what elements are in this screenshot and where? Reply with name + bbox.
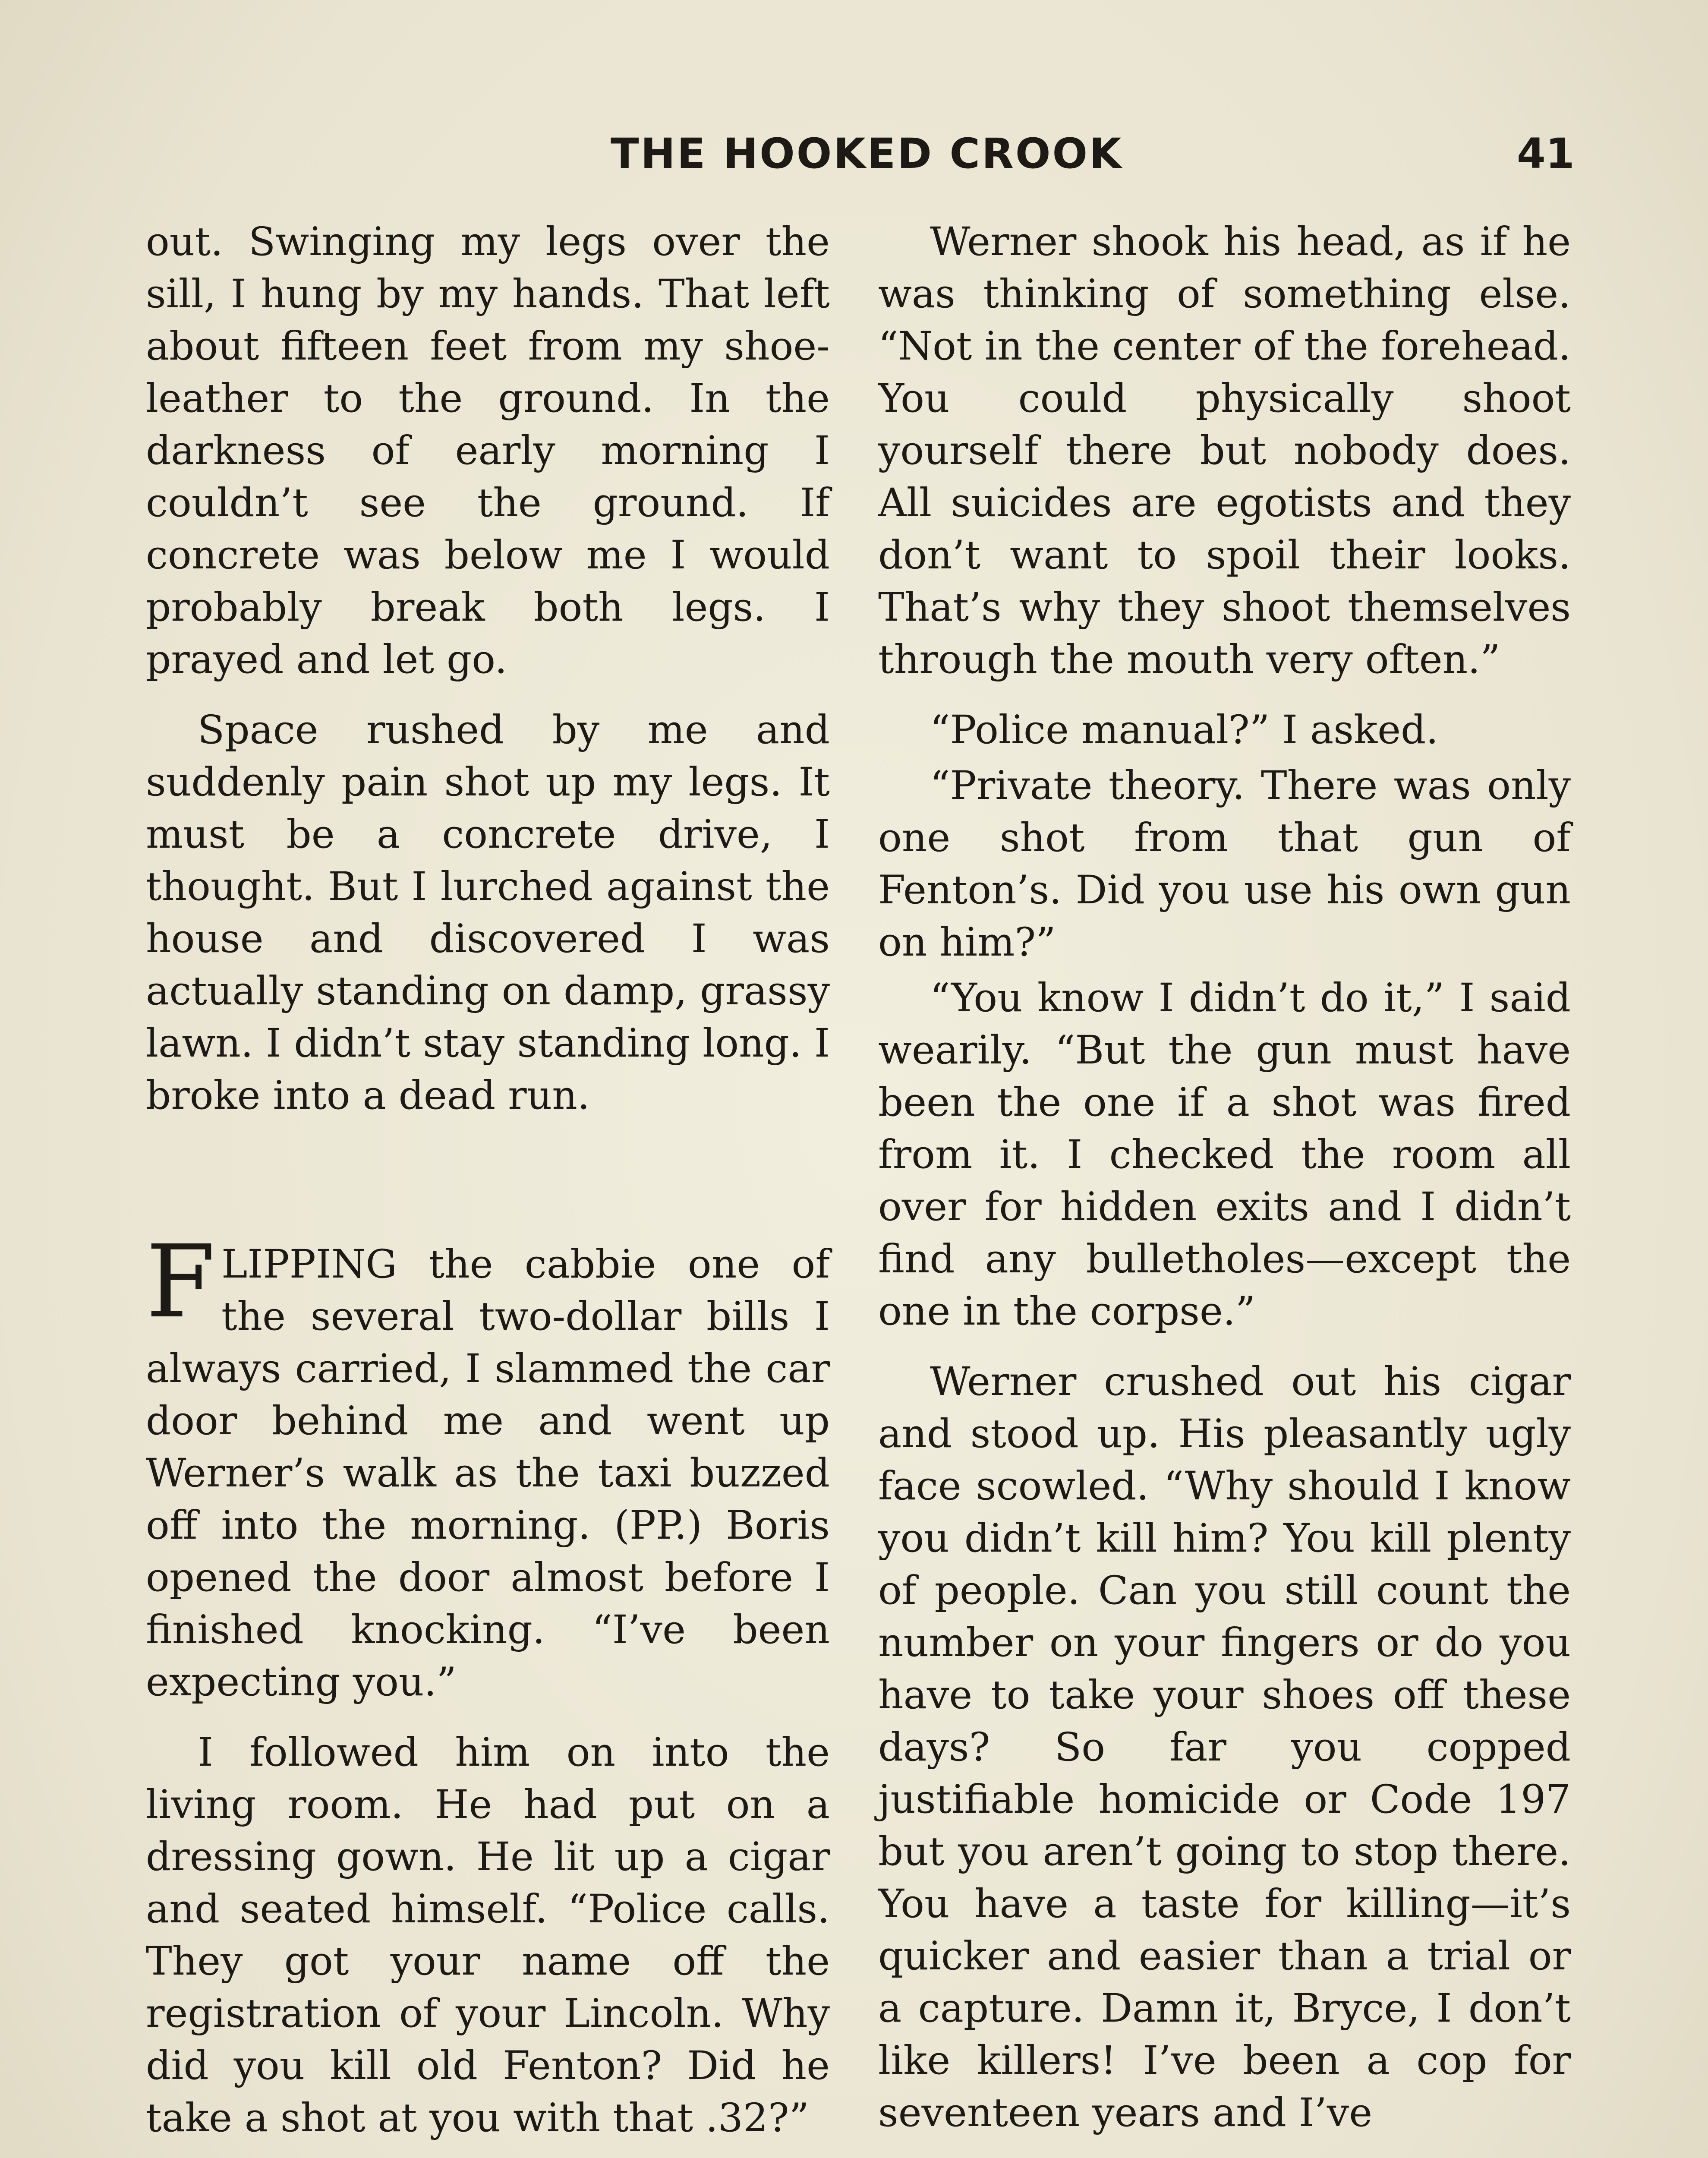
paragraph: “You know I didn’t do it,” I said wearily. “But the gun must have been the one if a shot was fired from it. I checked the room all over for hidden exits and I didn’t find any bulletholes—except the one in the corpse.”	[878, 975, 1571, 1334]
left-column	[146, 216, 830, 2158]
running-title: THE HOOKED CROOK	[611, 129, 1123, 178]
paragraph-text: LIPPING the cabbie one of the several two-dollar bills I always carried, I slammed the car door behind me and went up Werner’s walk as the taxi buzzed off into the morning. (PP.) Boris opened the door almost before I finished knocking. “I’ve been expecting you.”	[146, 1242, 830, 1705]
paragraph: Werner crushed out his cigar and stood up. His pleasantly ugly face scowled. “Why should I know you didn’t kill him? You kill plenty of people. Can you still count the number on your fingers or do you have to take your shoes off these days? So far you copped justifiable homicide or Code 197 but you aren’t going to stop there. You have a taste for killing—it’s quicker and easier than a trial or a capture. Damn it, Bryce, I don’t like killers! I’ve been a cop for seventeen years and I’ve	[878, 1359, 1571, 2136]
paragraph: Werner shook his head, as if he was thinking of something else. “Not in the center of the forehead. You could physically shoot yourself there but nobody does. All suicides are egotists and they don’t want to spoil their looks. That’s why they shoot themselves through the mouth very often.”	[878, 219, 1571, 682]
page-number: 41	[1517, 129, 1575, 178]
running-header	[0, 129, 1708, 186]
paragraph: “Private theory. There was only one shot from that gun of Fenton’s. Did you use his own gun on him?”	[878, 763, 1571, 965]
section-opening-paragraph	[146, 1224, 830, 1708]
paragraph: Space rushed by me and suddenly pain shot up my legs. It must be a concrete drive, I thought. But I lurched against the house and discovered I was actually standing on damp, grassy lawn. I didn’t stay standing long. I broke into a dead run.	[146, 707, 830, 1118]
drop-cap: F	[146, 1224, 215, 1340]
paragraph: “Police manual?” I asked.	[930, 707, 1439, 753]
paragraph: out. Swinging my legs over the sill, I hung by my hands. That left about fifteen feet from my shoe-leather to the ground. In the darkness of early morning I couldn’t see the ground. If concrete was below me I would probably break both legs. I prayed and let go.	[146, 219, 830, 682]
right-column	[878, 216, 1571, 2157]
paragraph: I followed him on into the living room. He had put on a dressing gown. He lit up a cigar and seated himself. “Police calls. They got your name off the registration of your Lincoln. Why did you kill old Fenton? Did he take a shot at you with that .32?”	[146, 1730, 830, 2141]
